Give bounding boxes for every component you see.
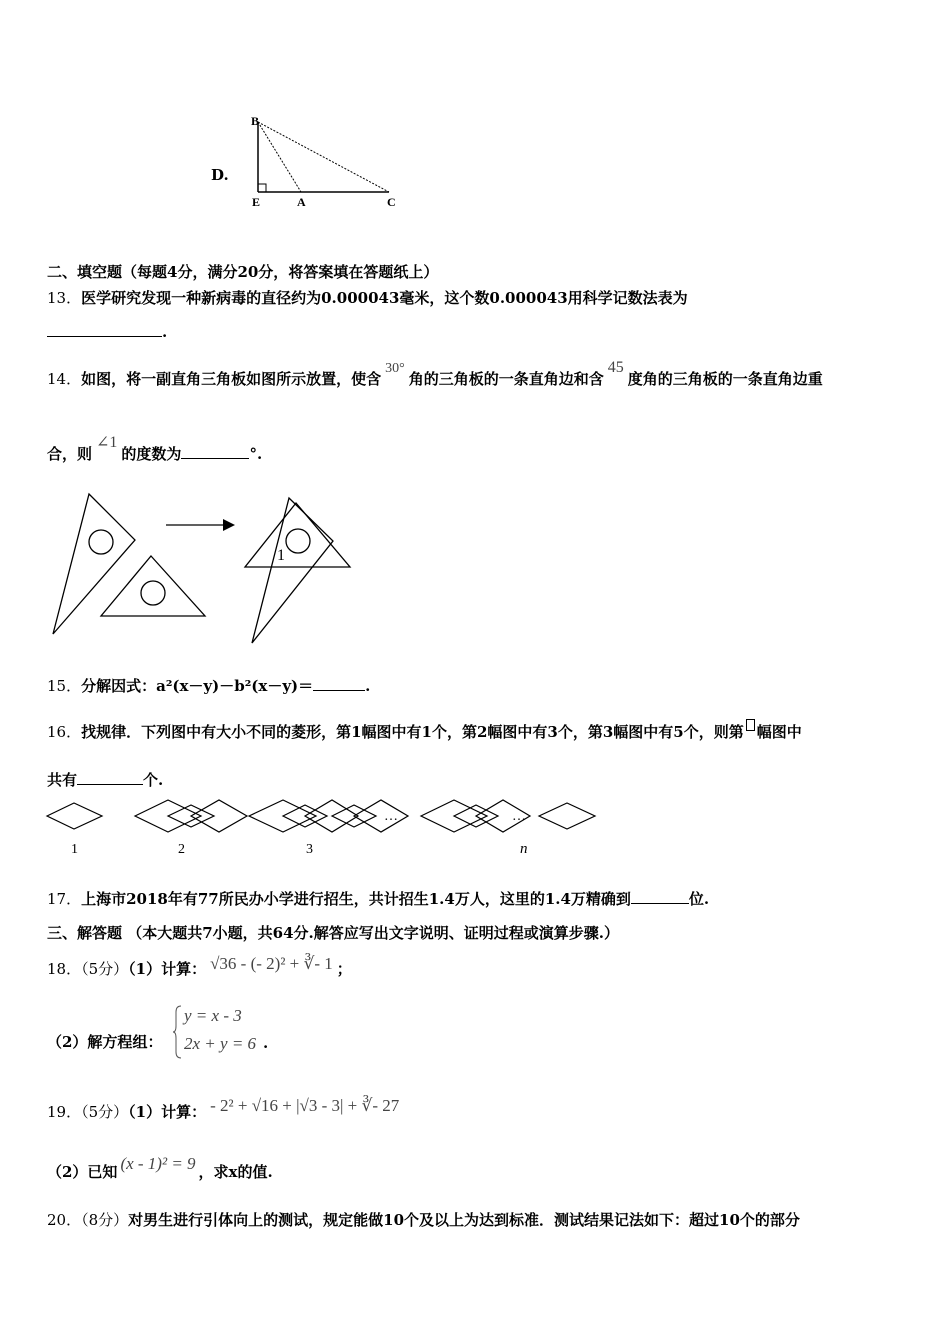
- question-score: （5分）: [81, 1103, 129, 1121]
- ellipsis: …: [512, 809, 526, 824]
- angle-45-formula: 45: [607, 359, 624, 376]
- question-text: 上海市2018年有77所民办小学进行招生，共计招生1.4万人，这里的1.4万精确到: [81, 890, 631, 908]
- rhombus-pattern-figure: [44, 798, 604, 860]
- rhombus: [354, 800, 408, 832]
- question-15: 15．分解因式：a²(x－y)－b²(x－y)＝ .: [47, 677, 371, 695]
- question-text: 医学研究发现一种新病毒的直径约为0.000043毫米，这个数0.000043用科学记数法表为: [81, 289, 688, 307]
- question-18-part-1: 18．（5分）（1）计算： √36 - (- 2)² + ∛- 1 ；: [47, 954, 352, 978]
- question-number: 15．: [47, 677, 82, 695]
- question-17: 17．上海市2018年有77所民办小学进行招生，共计招生1.4万人，这里的1.4万精确到 位.: [47, 890, 710, 908]
- question-20: [47, 1209, 800, 1230]
- equation-1: y = x - 3: [184, 1006, 242, 1025]
- n-box: [746, 719, 755, 731]
- vertex-a-label: A: [297, 195, 306, 209]
- angle-1-formula: ∠1: [96, 434, 118, 451]
- question-18-part-2: （2）解方程组：: [47, 1033, 163, 1051]
- question-number: 18．: [47, 960, 82, 978]
- section-2-heading: 二、填空题（每题4分，满分20分，将答案填在答题纸上）: [47, 263, 439, 281]
- option-d-label: D.: [211, 166, 229, 184]
- question-16-line-1: 16．找规律．下列图中有大小不同的菱形，第1幅图中有1个，第2幅图中有3个，第3幅图中有5个，则第 幅图中: [47, 721, 802, 742]
- question-19-part-1: 19．（5分）（1）计算： - 2² + √16 + |√3 - 3| + ∛- 27: [47, 1096, 400, 1121]
- question-16-line-2: 共有 个.: [47, 771, 164, 789]
- answer-blank: [313, 676, 365, 691]
- vertex-c-label: C: [387, 195, 396, 209]
- figure-label: n: [520, 841, 528, 857]
- rhombus: [539, 803, 595, 829]
- question-text: 对男生进行引体向上的测试，规定能做10个及以上为达到标准．测试结果记法如下：超过10个的部分: [128, 1211, 800, 1229]
- question-19-part-2: （2）已知 (x - 1)² = 9 ，求x的值.: [47, 1154, 273, 1181]
- question-score: （8分）: [81, 1211, 129, 1229]
- ellipsis: …: [384, 809, 398, 824]
- answer-blank: [47, 322, 162, 337]
- question-text: 分解因式：a²(x－y)－b²(x－y)＝: [81, 677, 314, 695]
- rhombus: [47, 803, 102, 829]
- figure-label: 1: [71, 842, 78, 857]
- system-brace: [172, 1004, 182, 1060]
- answer-blank: [181, 444, 249, 459]
- angle-1-label: 1: [277, 547, 285, 564]
- question-13-answer-line: .: [47, 322, 167, 341]
- formula-19-1: - 2² + √16 + |√3 - 3| + ∛- 27: [210, 1096, 400, 1115]
- question-14-line-2: 合，则∠1的度数为 °.: [47, 434, 263, 463]
- figure-label: 3: [306, 842, 313, 857]
- question-number: 19．: [47, 1103, 82, 1121]
- angle-30-formula: 30°: [385, 361, 405, 376]
- rhombus: [191, 800, 247, 832]
- set-squares-figure: [45, 488, 360, 646]
- answer-blank: [631, 889, 689, 904]
- vertex-b-label: B: [251, 114, 260, 128]
- question-number: 14．: [47, 370, 82, 388]
- figure-d-triangle: [246, 110, 406, 210]
- section-3-heading: 三、解答题 （本大题共7小题，共64分.解答应写出文字说明、证明过程或演算步骤.）: [47, 924, 619, 942]
- figure-label: 2: [178, 842, 185, 857]
- question-number: 16．: [47, 723, 82, 741]
- question-14-line-1: 14．如图，将一副直角三角板如图所示放置，使含30°角的三角板的一条直角边和含45度角的三角板的一条直角边重: [47, 359, 823, 388]
- question-number: 20．: [47, 1211, 82, 1229]
- formula-19-2: (x - 1)² = 9: [120, 1154, 196, 1173]
- answer-blank: [77, 770, 143, 785]
- question-13: [47, 287, 688, 308]
- formula-18-1: √36 - (- 2)² + ∛- 1: [210, 954, 333, 973]
- equation-2: 2x + y = 6: [184, 1034, 257, 1053]
- vertex-e-label: E: [252, 195, 261, 209]
- question-score: （5分）: [81, 960, 129, 978]
- question-number: 17．: [47, 890, 82, 908]
- question-number: 13．: [47, 289, 82, 307]
